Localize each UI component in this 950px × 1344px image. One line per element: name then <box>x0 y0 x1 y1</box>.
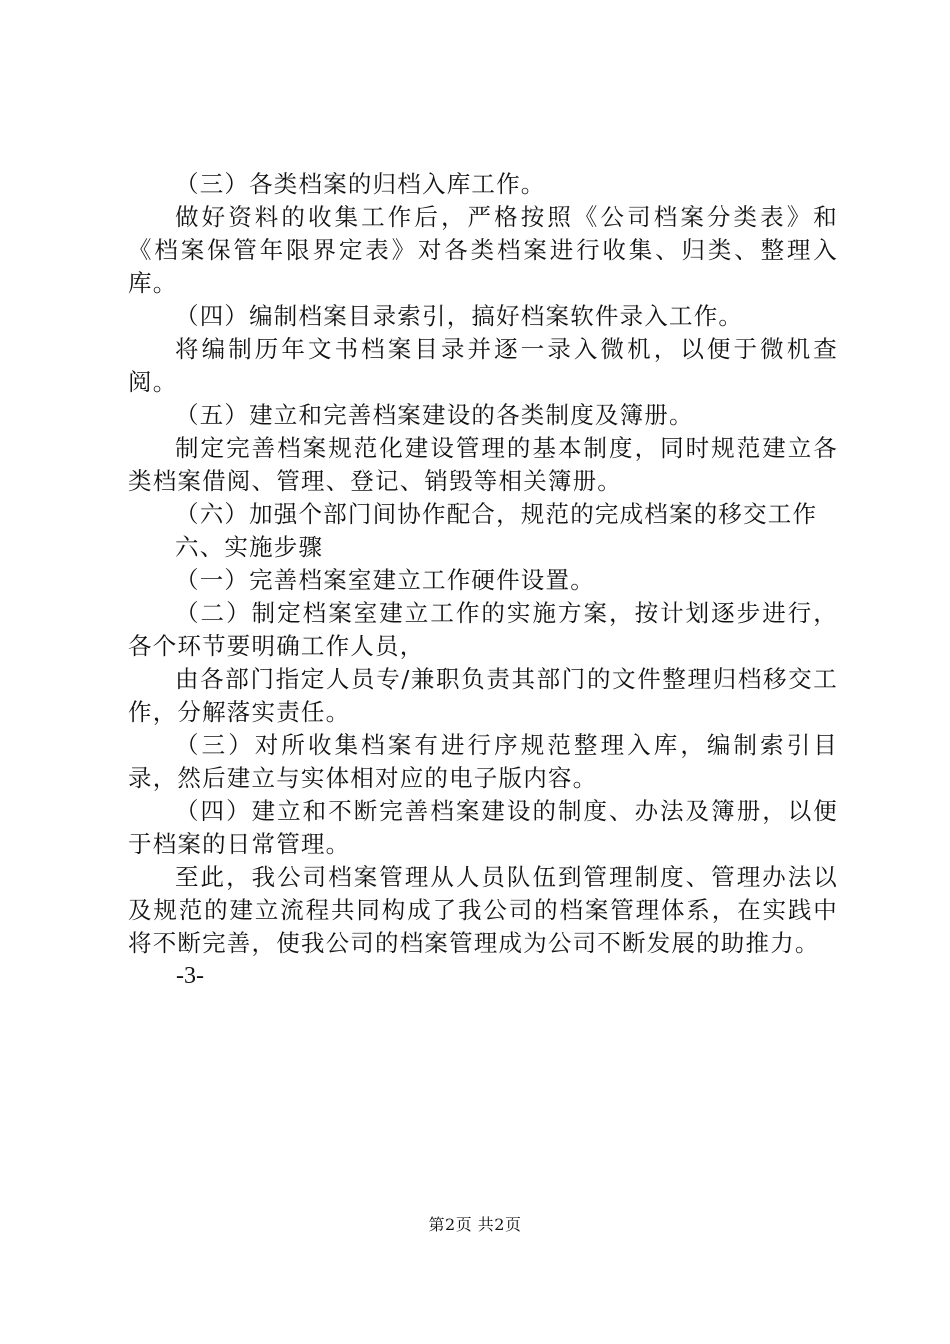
step-three-organize: （三）对所收集档案有进行序规范整理入库，编制索引目录，然后建立与实体相对应的电子版内容。 <box>128 731 838 792</box>
paragraph-conclusion: 至此，我公司档案管理从人员队伍到管理制度、管理办法以及规范的建立流程共同构成了我公司的档案管理体系，在实践中将不断完善，使我公司的档案管理成为公司不断发展的助推力。 <box>128 863 838 957</box>
document-body <box>128 168 838 993</box>
section-heading-cooperation: （六）加强个部门间协作配合，规范的完成档案的移交工作 <box>175 500 818 528</box>
section-heading-rules-registers: （五）建立和完善档案建设的各类制度及簿册。 <box>175 401 694 429</box>
section-heading-catalog-index: （四）编制档案目录索引，搞好档案软件录入工作。 <box>175 302 744 330</box>
paragraph-department-staff: 由各部门指定人员专/兼职负责其部门的文件整理归档移交工作，分解落实责任。 <box>128 665 838 726</box>
page-number-marker: -3- <box>176 963 204 989</box>
section-title-implementation-steps: 六、实施步骤 <box>175 533 324 561</box>
paragraph-catalog-detail: 将编制历年文书档案目录并逐一录入微机，以便于微机查阅。 <box>128 335 838 396</box>
section-heading-archiving: （三）各类档案的归档入库工作。 <box>175 170 546 198</box>
step-two-plan: （二）制定档案室建立工作的实施方案，按计划逐步进行，各个环节要明确工作人员， <box>128 599 838 660</box>
step-four-improve: （四）建立和不断完善档案建设的制度、办法及簿册，以便于档案的日常管理。 <box>128 797 838 858</box>
paragraph-rules-detail: 制定完善档案规范化建设管理的基本制度，同时规范建立各类档案借阅、管理、登记、销毁等相关簿册。 <box>128 434 838 495</box>
page-footer: 第2页 共2页 <box>428 1215 522 1234</box>
paragraph-archiving-detail: 做好资料的收集工作后，严格按照《公司档案分类表》和《档案保管年限界定表》对各类档案进行收集、归类、整理入库。 <box>128 203 838 297</box>
step-one-hardware: （一）完善档案室建立工作硬件设置。 <box>175 566 595 594</box>
